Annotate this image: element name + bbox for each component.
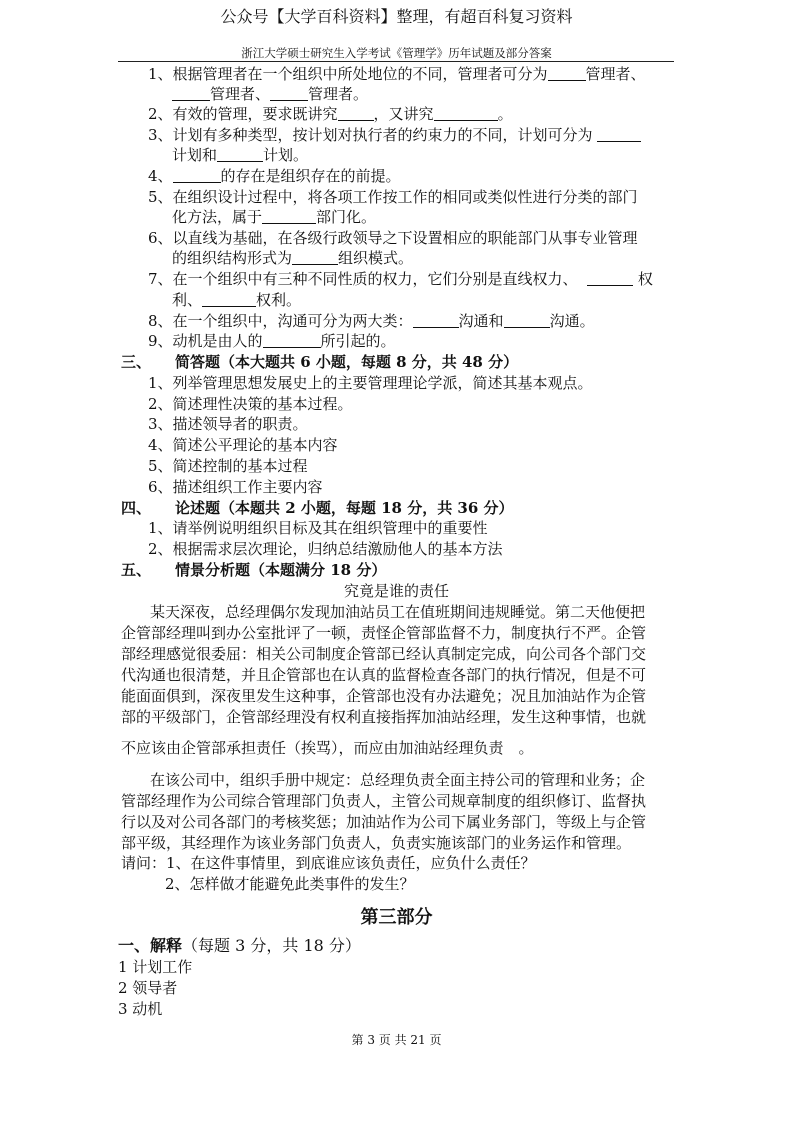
list-item: 4、简述公平理论的基本内容	[148, 436, 338, 454]
header-rule	[118, 61, 674, 62]
blank	[202, 291, 256, 307]
case-paragraph-line: 部经理感觉很委屈：相关公司制度企管部已经认真制定完成，向公司各个部门交	[121, 645, 647, 663]
question-3-line-1: 3、计划有多种类型，按计划对执行者的约束力的不同，计划可分为	[148, 125, 641, 145]
section-5-heading: 五、 情景分析题（本题满分 18 分）	[121, 561, 387, 579]
question-7-line-1: 7、在一个组织中有三种不同性质的权力，它们分别是直线权力、 权	[148, 270, 653, 288]
top-banner: 公众号【大学百科资料】整理，有超百科复习资料	[220, 7, 573, 26]
page-footer: 第 3 页 共 21 页	[351, 1033, 442, 1047]
list-item: 1 计划工作	[118, 958, 193, 976]
blank	[262, 208, 316, 224]
case-title: 究竟是谁的责任	[343, 582, 449, 600]
blank	[434, 105, 498, 121]
question-6-line-2: 的组织结构形式为 组织模式。	[172, 249, 414, 267]
question-9: 9、动机是由人的 所引起的。	[148, 332, 396, 350]
question-2: 2、有效的管理，要求既讲究 ，又讲究 。	[148, 105, 513, 123]
section-4-heading: 四、 论述题（本题共 2 小题，每题 18 分，共 36 分）	[121, 499, 514, 517]
list-item: 2 领导者	[118, 979, 178, 997]
blank	[548, 65, 586, 81]
blank	[587, 270, 633, 286]
list-item: 5、简述控制的基本过程	[148, 457, 308, 475]
running-header: 浙江大学硕士研究生入学考试《管理学》历年试题及部分答案	[241, 46, 552, 60]
part-3-title: 第三部分	[360, 907, 433, 928]
question-7-line-2: 利、 权利。	[172, 291, 302, 309]
list-item: 3、描述领导者的职责。	[148, 415, 308, 433]
question-6-line-1: 6、以直线为基础，在各级行政领导之下设置相应的职能部门从事专业管理	[148, 229, 638, 247]
blank	[292, 249, 338, 265]
list-item: 2、简述理性决策的基本过程。	[148, 395, 353, 413]
case-paragraph-line: 不应该由企管部承担责任（挨骂），而应由加油站经理负责 。	[121, 739, 534, 757]
blank	[173, 167, 221, 183]
question-1-line-2: 管理者、 管理者。	[172, 84, 368, 104]
case-paragraph-line: 某天深夜，总经理偶尔发现加油站员工在值班期间违规睡觉。第二天他便把	[150, 603, 646, 621]
case-paragraph-line: 能面面俱到，深夜里发生这种事，企管部也没有办法避免；况且加油站作为企管	[121, 687, 647, 705]
case-question-2: 2、怎样做才能避免此类事件的发生？	[165, 875, 415, 893]
blank	[217, 146, 263, 162]
blank	[172, 85, 210, 101]
case-paragraph-line: 代沟通也很清楚，并且企管部也在认真的监督检查各部门的执行情况，但是不可	[121, 666, 647, 684]
question-8: 8、在一个组织中，沟通可分为两大类： 沟通和 沟通。	[148, 312, 595, 330]
blank	[338, 105, 374, 121]
case-paragraph-line: 管部经理作为公司综合管理部门负责人，主管公司规章制度的组织修订、监督执	[121, 792, 647, 810]
question-3-line-2: 计划和 计划。	[172, 146, 309, 164]
case-paragraph-line: 在该公司中，组织手册中规定：总经理负责全面主持公司的管理和业务；企	[150, 771, 646, 789]
section-3-heading: 三、 简答题（本大题共 6 小题，每题 8 分，共 48 分）	[121, 353, 519, 371]
part-3-heading: 一、解释（每题 3 分，共 18 分）	[118, 936, 361, 955]
list-item: 1、列举管理思想发展史上的主要管理理论学派，简述其基本观点。	[148, 374, 593, 392]
blank	[504, 312, 550, 328]
case-paragraph-line: 企管部经理叫到办公室批评了一顿，责怪企管部监督不力，制度执行不严。企管	[121, 624, 647, 642]
question-5-line-1: 5、在组织设计过程中，将各项工作按工作的相同或类似性进行分类的部门	[148, 188, 638, 206]
list-item: 3 动机	[118, 1000, 163, 1018]
question-4: 4、 的存在是组织存在的前提。	[148, 167, 401, 185]
case-question-1: 请问：1、在这件事情里，到底谁应该负责任，应负什么责任？	[121, 854, 536, 872]
question-1-line-1: 1、根据管理者在一个组织中所处地位的不同，管理者可分为 管理者、	[148, 65, 646, 83]
list-item: 6、描述组织工作主要内容	[148, 478, 323, 496]
blank	[270, 85, 308, 101]
case-paragraph-line: 部平级，其经理作为该业务部门负责人，负责实施该部门的业务运作和管理。	[121, 834, 632, 852]
list-item: 2、根据需求层次理论，归纳总结激励他人的基本方法	[148, 540, 503, 558]
blank	[597, 126, 641, 142]
case-paragraph-line: 部的平级部门，企管部经理没有权利直接指挥加油站经理，发生这种事情，也就	[121, 708, 647, 726]
question-5-line-2: 化方法，属于 部门化。	[172, 208, 377, 226]
blank	[263, 332, 321, 348]
blank	[413, 312, 459, 328]
list-item: 1、请举例说明组织目标及其在组织管理中的重要性	[148, 519, 488, 537]
case-paragraph-line: 行以及对公司各部门的考核奖惩；加油站作为公司下属业务部门，等级上与企管	[121, 813, 647, 831]
